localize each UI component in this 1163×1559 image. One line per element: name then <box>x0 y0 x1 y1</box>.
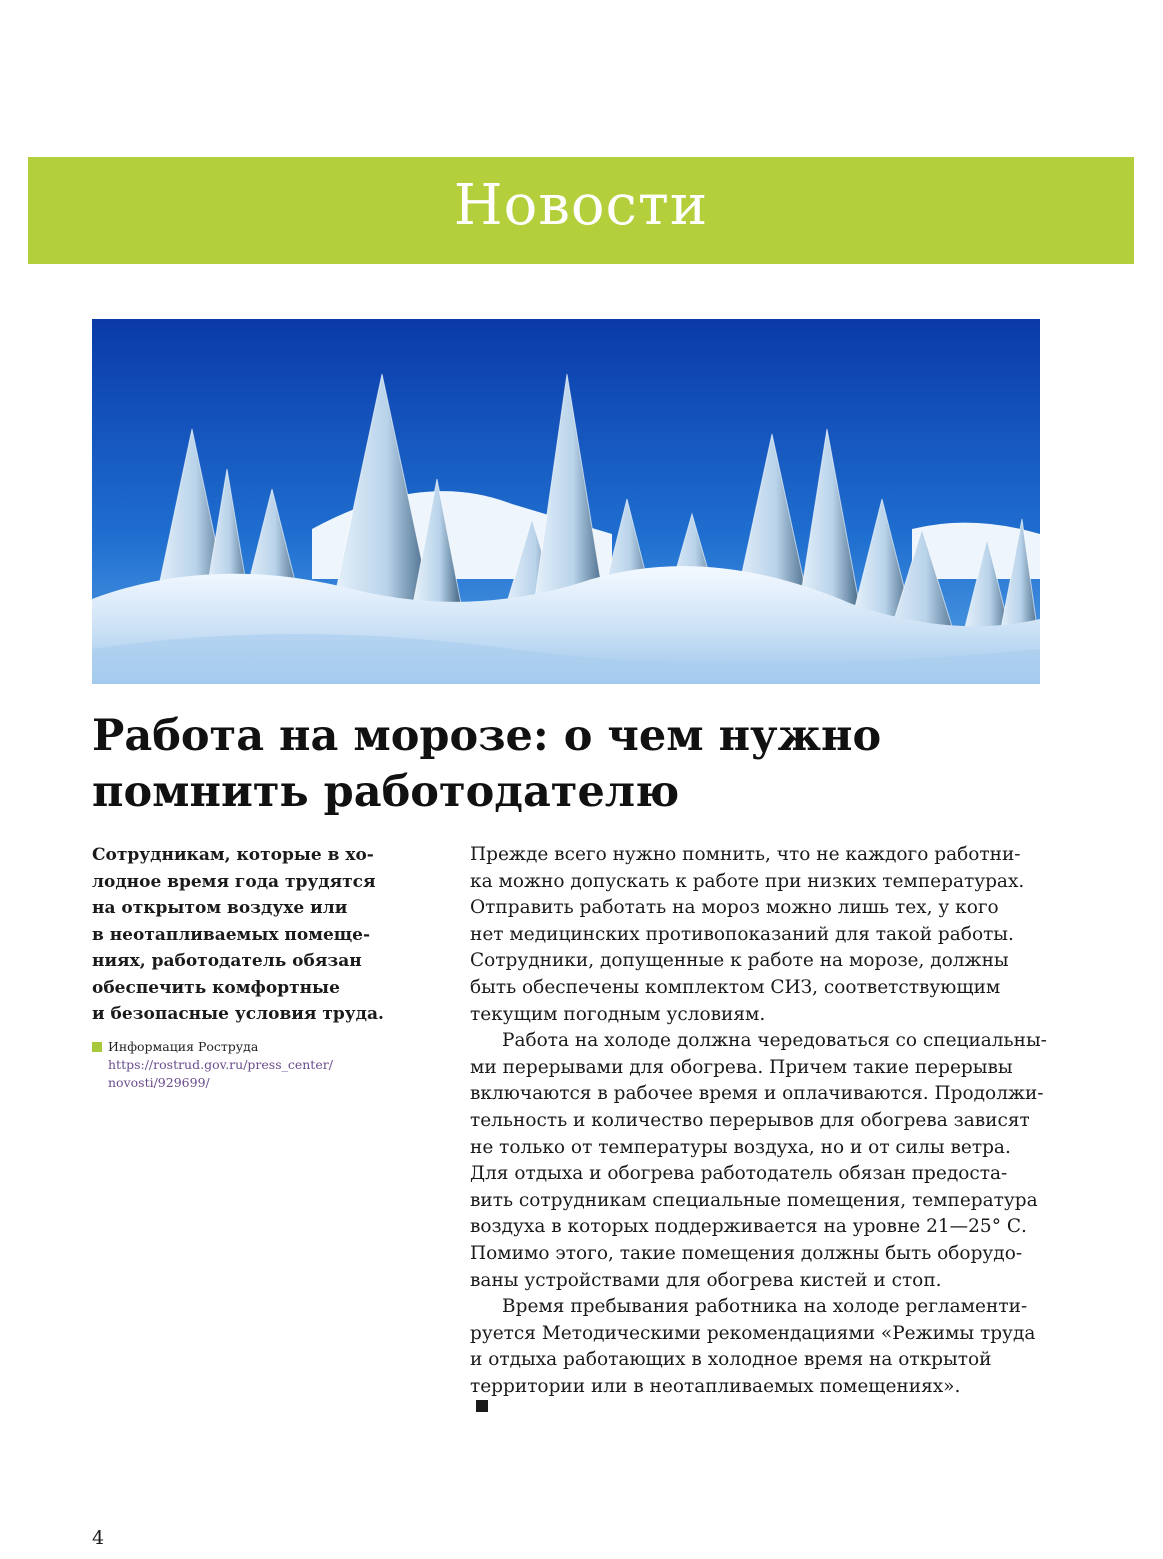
article-title-line: Работа на морозе: о чем нужно <box>92 711 882 761</box>
source-square-icon <box>92 1042 102 1052</box>
body-line: текущим погодным условиям. <box>470 1003 766 1025</box>
body-line: быть обеспечены комплектом СИЗ, соответствующим <box>470 976 1001 998</box>
article-lead <box>92 842 412 1028</box>
end-mark-icon <box>476 1400 488 1412</box>
body-line: Сотрудники, допущенные к работе на морозе, должны <box>470 950 1009 972</box>
lead-line: Сотрудникам, которые в хо- <box>92 845 374 865</box>
body-line: включаются в рабочее время и оплачиваются. Продолжи- <box>470 1083 1044 1105</box>
body-line: Работа на холоде должна чередоваться со специальны- <box>502 1030 1047 1052</box>
body-line: нет медицинских противопоказаний для такой работы. <box>470 923 1014 945</box>
body-line: тельность и количество перерывов для обогрева зависят <box>470 1109 1030 1131</box>
body-line: руется Методическими рекомендациями «Режимы труда <box>470 1322 1036 1344</box>
article-title <box>92 708 1052 820</box>
source-label: Информация Роструда <box>108 1039 259 1054</box>
body-line: Отправить работать на мороз можно лишь тех, у кого <box>470 897 999 919</box>
article-photo <box>92 319 1040 684</box>
page-number: 4 <box>92 1527 105 1549</box>
body-line: не только от температуры воздуха, но и от силы ветра. <box>470 1136 1011 1158</box>
lead-line: на открытом воздухе или <box>92 898 348 918</box>
lead-line: и безопасные условия труда. <box>92 1004 384 1024</box>
body-line: ка можно допускать к работе при низких температурах. <box>470 870 1025 892</box>
lead-line: в неотапливаемых помеще- <box>92 924 371 945</box>
body-line-last <box>470 1374 1050 1413</box>
lead-line: обеспечить комфортные <box>92 977 340 998</box>
source-link[interactable]: novosti/929699/ <box>108 1075 210 1090</box>
source-note <box>92 1038 392 1092</box>
source-link[interactable]: https://rostrud.gov.ru/press_center/ <box>108 1057 333 1072</box>
winter-forest-image <box>92 319 1040 684</box>
body-line: Для отдыха и обогрева работодатель обязан предоста- <box>470 1163 1008 1185</box>
lead-line: ниях, работодатель обязан <box>92 951 362 971</box>
section-banner <box>28 157 1134 264</box>
body-line: ваны устройствами для обогрева кистей и стоп. <box>470 1269 942 1291</box>
body-line: территории или в неотапливаемых помещениях». <box>470 1375 961 1397</box>
body-line: и отдыха работающих в холодное время на открытой <box>470 1349 992 1371</box>
section-title: Новости <box>453 173 709 238</box>
body-line: вить сотрудникам специальные помещения, температура <box>470 1189 1038 1211</box>
body-line: ми перерывами для обогрева. Причем такие перерывы <box>470 1056 1013 1078</box>
article-title-line: помнить работодателю <box>92 767 680 817</box>
article-body <box>470 842 1050 1412</box>
body-line: воздуха в которых поддерживается на уровне 21—25° С. <box>470 1216 1027 1238</box>
body-line: Прежде всего нужно помнить, что не каждого работни- <box>470 844 1021 865</box>
body-line: Помимо этого, такие помещения должны быть оборудо- <box>470 1242 1023 1264</box>
body-line: Время пребывания работника на холоде регламенти- <box>502 1296 1028 1318</box>
lead-line: лодное время года трудятся <box>92 871 376 892</box>
